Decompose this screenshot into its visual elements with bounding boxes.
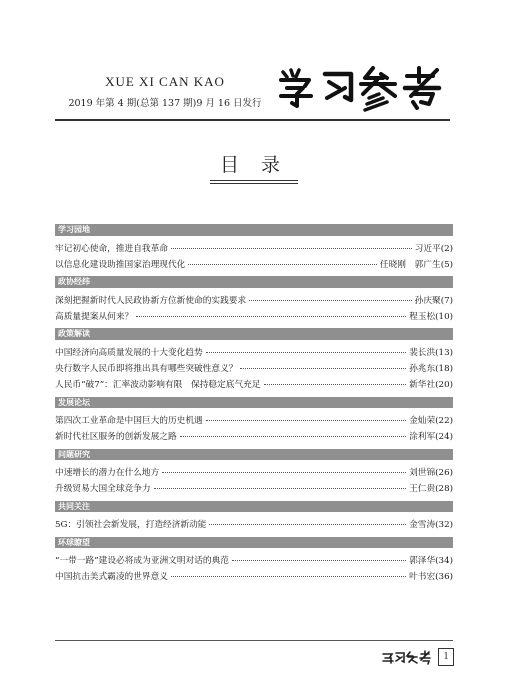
toc-entry[interactable]	[55, 570, 453, 586]
toc-entry[interactable]	[55, 554, 453, 570]
dot-leader	[162, 472, 406, 473]
toc-entry-title: 中速增长的潜力在什么地方	[55, 468, 160, 479]
toc-entry[interactable]	[55, 310, 453, 326]
toc-entry-title: 5G：引领社会新发展，打造经济新动能	[55, 520, 207, 531]
svg-text:学习参考: 学习参考	[277, 62, 281, 63]
toc-title: 目 录	[219, 154, 289, 176]
page-number: 1	[438, 648, 454, 666]
section-header	[55, 537, 453, 549]
toc-entry-author-page: 刘世锦(26)	[409, 468, 453, 479]
dot-leader	[249, 300, 412, 301]
toc-entry[interactable]	[55, 294, 453, 310]
section-header-label: 问题研究	[58, 449, 90, 459]
dot-leader	[206, 352, 406, 353]
footer-rule	[55, 640, 453, 641]
toc-entry-author-page: 习近平(2)	[414, 243, 453, 254]
toc-entry-title: “一带一路”建设必将成为亚洲文明对话的典范	[55, 556, 229, 567]
toc-entry[interactable]	[55, 346, 453, 362]
section-header	[55, 328, 453, 340]
title-underline-second	[210, 183, 298, 184]
toc-entry-title: 中国抗击美式霸凌的世界意义	[55, 572, 168, 583]
masthead	[0, 0, 507, 130]
table-of-contents	[55, 222, 453, 587]
header-rule	[55, 119, 450, 121]
toc-entry-title: 新时代社区服务的创新发展之路	[55, 432, 177, 443]
toc-entry-author-page: 新华社(20)	[409, 380, 453, 391]
toc-entry[interactable]	[55, 466, 453, 482]
toc-entry[interactable]	[55, 482, 453, 498]
toc-entry-author-page: 任晓刚 郭广生(5)	[379, 259, 453, 270]
section-header-label: 政策解读	[58, 329, 90, 339]
toc-entry[interactable]	[55, 258, 453, 274]
dot-leader	[209, 524, 406, 525]
dot-leader	[232, 560, 406, 561]
footer-logo	[381, 649, 431, 665]
toc-entry-author-page: 孙兆东(18)	[409, 363, 453, 374]
toc-entry-title: 人民币“破7”：汇率波动影响有限 保持稳定底气充足	[55, 380, 261, 391]
issue-line: 2019 年第 4 期(总第 137 期)9 月 16 日发行	[68, 98, 262, 109]
toc-entry[interactable]	[55, 242, 453, 258]
toc-entry-title: 以信息化建设助推国家治理现代化	[55, 259, 186, 270]
dot-leader	[206, 420, 406, 421]
section-header	[55, 276, 453, 288]
masthead-pinyin: XUE XI CAN KAO	[105, 74, 225, 89]
toc-entry[interactable]	[55, 518, 453, 534]
section-header-label: 发展论坛	[58, 397, 90, 407]
dot-leader	[171, 576, 406, 577]
title-underline	[210, 180, 298, 181]
toc-entry-author-page: 涂利军(24)	[409, 432, 453, 443]
toc-entry-title: 中国经济向高质量发展的十大变化趋势	[55, 347, 203, 358]
toc-entry[interactable]	[55, 430, 453, 446]
toc-entry-title: 高质量提案从何来？	[55, 311, 134, 322]
dot-leader	[180, 436, 406, 437]
section-header	[55, 224, 453, 236]
toc-entry-title: 央行数字人民币即将推出具有哪些突破性意义？	[55, 363, 238, 374]
section-header	[55, 501, 453, 513]
toc-entry[interactable]	[55, 414, 453, 430]
section-header-label: 学习园地	[58, 225, 90, 234]
toc-entry-title: 升级贸易大国全球竞争力	[55, 484, 151, 495]
toc-entry-author-page: 裴长洪(13)	[409, 347, 453, 358]
calligraphy-logo	[277, 62, 445, 112]
dot-leader	[264, 384, 407, 385]
section-header	[55, 397, 453, 409]
dot-leader	[240, 368, 406, 369]
dot-leader	[171, 248, 412, 249]
section-header	[55, 449, 453, 461]
toc-entry-author-page: 程玉松(10)	[409, 311, 453, 322]
toc-entry-author-page: 王仁贵(28)	[409, 484, 453, 495]
toc-entry-author-page: 郭泽华(34)	[409, 556, 453, 567]
toc-entry-author-page: 金雪涛(32)	[409, 520, 453, 531]
toc-entry[interactable]	[55, 362, 453, 378]
dot-leader	[188, 264, 377, 265]
toc-entry-author-page: 孙庆聚(7)	[414, 295, 453, 306]
section-header-label: 共同关注	[58, 501, 90, 511]
toc-entry-title: 第四次工业革命是中国巨大的历史机遇	[55, 416, 203, 427]
section-header-label: 环球瞭望	[58, 537, 90, 547]
toc-entry[interactable]	[55, 378, 453, 394]
dot-leader	[154, 488, 407, 489]
toc-entry-author-page: 叶书宏(36)	[409, 572, 453, 583]
toc-entry-author-page: 金灿荣(22)	[409, 416, 453, 427]
section-header-label: 政协经纬	[58, 277, 90, 287]
dot-leader	[136, 316, 406, 317]
toc-entry-title: 牢记初心使命，推进自我革命	[55, 243, 168, 254]
toc-entry-title: 深刻把握新时代人民政协新方位新使命的实践要求	[55, 295, 247, 306]
